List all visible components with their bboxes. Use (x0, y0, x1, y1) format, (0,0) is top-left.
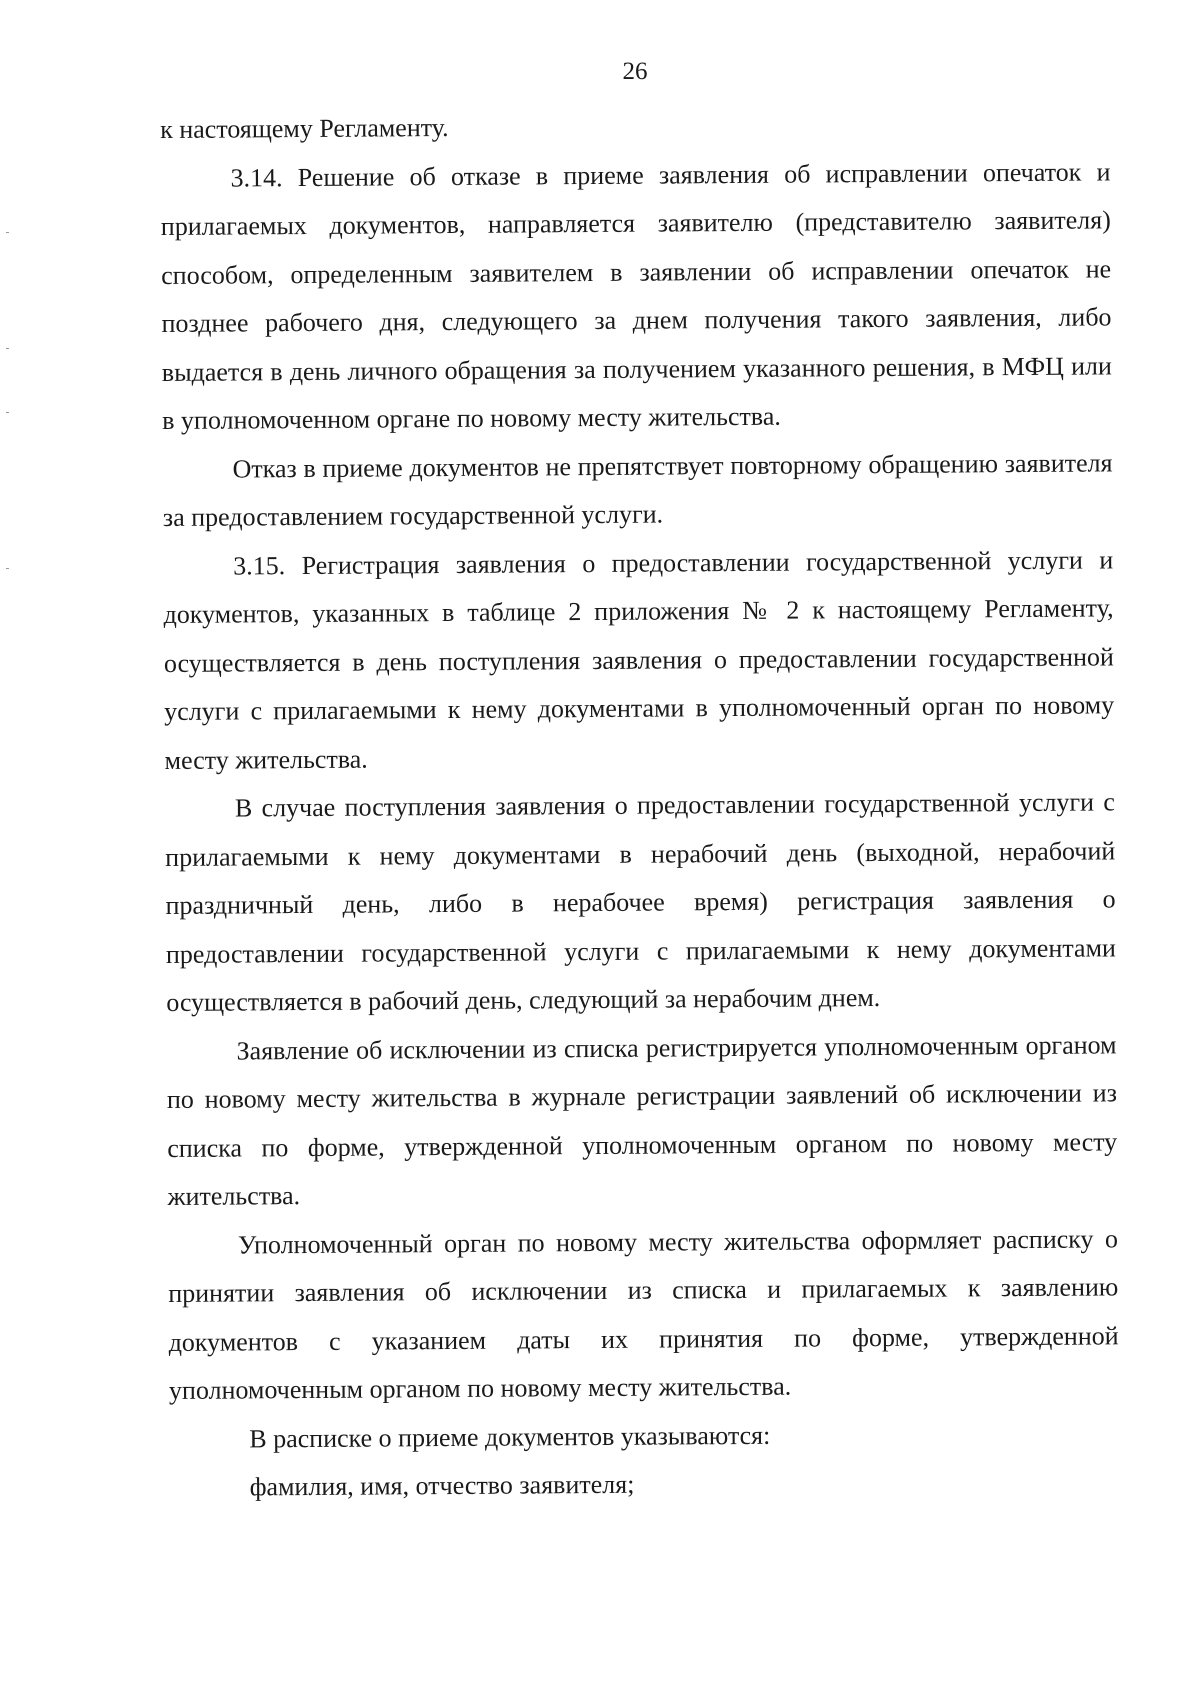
paragraph-nonworking-day: В случае поступления заявления о предоставлении государственной услуги с прилагаемыми к нему документами в нерабочий день (выходной, нерабочий праздничный день, либо в нерабочее время) регистрация заявления о предоставлении государственной услуги с прилагаемыми к нему документами осуществляется в рабочий день, следующий за нерабочим днем. (165, 787, 1116, 1017)
paragraph-receipt-contents: В расписке о приеме документов указываются: (249, 1420, 771, 1453)
document-body (160, 99, 1120, 1512)
paragraph-refusal: Отказ в приеме документов не препятствует повторному обращению заявителя за предоставлением государственной услуги. (162, 447, 1113, 532)
paragraph-3-14: 3.14. Решение об отказе в приеме заявления об исправлении опечаток и прилагаемых документов, направляется заявителю (представителю заявителя) способом, определенным заявителем в заявлении об исправлении опечаток не позднее рабочего дня, следующего за днем получения такого заявления, либо выдается в день личного обращения за получением указанного решения, в МФЦ или в уполномоченном органе по новому месту жительства. (160, 156, 1112, 435)
scan-margin-mark (6, 568, 9, 569)
paragraph-continuation: к настоящему Регламенту. (160, 112, 449, 144)
list-item-full-name: фамилия, имя, отчество заявителя; (249, 1469, 635, 1502)
page-number: 26 (622, 58, 648, 85)
scan-margin-mark (6, 232, 9, 233)
paragraph-3-15: 3.15. Регистрация заявления о предоставлении государственной услуги и документов, указанных в таблице 2 приложения № 2 к настоящему Регламенту, осуществляется в день поступления заявления о предоставлении государственной услуги с прилагаемыми к нему документами в уполномоченный орган по новому месту жительства. (163, 544, 1115, 775)
paragraph-receipt: Уполномоченный орган по новому месту жительства оформляет расписку о принятии заявления об исключении из списка и прилагаемых к заявлению документов с указанием даты их принятия по форме, утвержденной уполномоченным органом по новому месту жительства. (168, 1223, 1119, 1405)
scan-margin-mark (6, 348, 9, 349)
scan-margin-mark (6, 412, 9, 413)
paragraph-exclusion-registration: Заявление об исключении из списка регистрируется уполномоченным органом по новому месту жительства в журнале регистрации заявлений об исключении из списка по форме, утвержденной уполномоченным органом по новому месту жительства. (166, 1029, 1118, 1211)
